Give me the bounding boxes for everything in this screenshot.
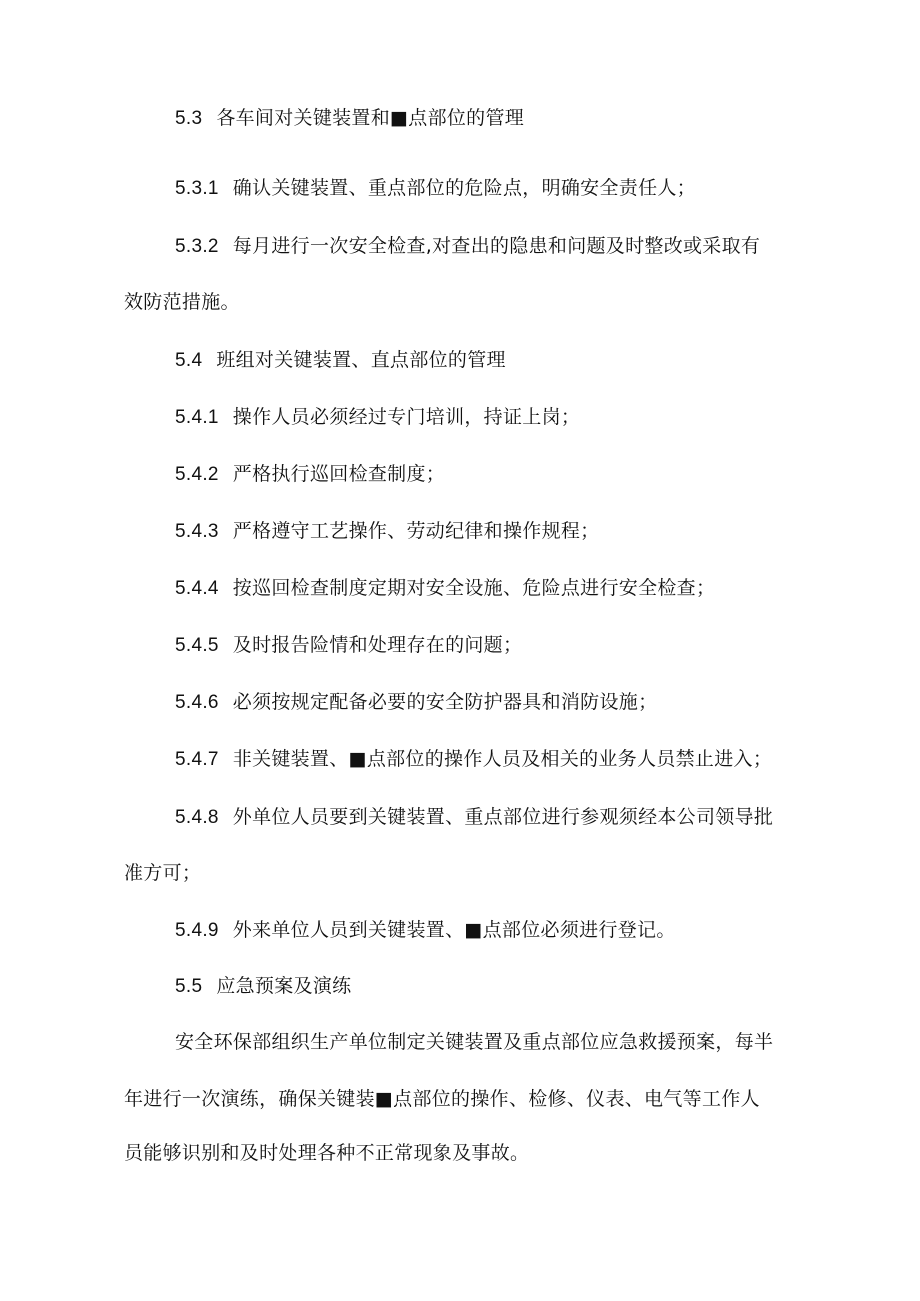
item-number: 5.4.3: [175, 521, 219, 542]
item-5-4-8-line-2: [124, 861, 201, 885]
item-number: 5.3.1: [175, 178, 219, 199]
item-text: 及时报告险情和处理存在的问题；: [232, 634, 523, 656]
item-text: 确认关键装置、重点部位的危险点，明确安全责任人；: [232, 177, 696, 199]
item-text: 操作人员必须经过专门培训，持证上岗；: [232, 406, 581, 428]
item-5-4-2: [175, 462, 445, 487]
item-text: 按巡回检查制度定期对安全设施、危险点进行安全检查；: [232, 577, 716, 599]
item-number: 5.4.4: [175, 578, 219, 599]
section-text: 班组对关键装置、直点部位的管理: [216, 349, 506, 371]
section-text: 应急预案及演练: [216, 975, 352, 997]
item-number: 5.4.1: [175, 407, 219, 428]
item-5-3-2-line-1: [175, 234, 760, 259]
item-number: 5.4.7: [175, 749, 219, 770]
item-5-3-1: [175, 176, 696, 201]
paragraph-5-5-line-1: [175, 1030, 773, 1054]
paragraph-text: 员能够识别和及时处理各种不正常现象及事故。: [124, 1142, 530, 1164]
item-5-4-5: [175, 633, 522, 658]
item-text: 必须按规定配备必要的安全防护器具和消防设施；: [232, 691, 658, 713]
item-5-3-2-line-2: [124, 290, 240, 314]
item-text: 严格遵守工艺操作、劳动纪律和操作规程；: [232, 520, 600, 542]
item-5-4-1: [175, 405, 580, 430]
item-5-4-4: [175, 576, 715, 601]
item-text-continued: 效防范措施。: [124, 291, 240, 313]
item-5-4-3: [175, 519, 599, 544]
paragraph-5-5-line-2: [124, 1087, 760, 1111]
section-5-3-heading: [175, 106, 524, 131]
section-text: 各车间对关键装置和■点部位的管理: [216, 107, 525, 129]
section-5-4-heading: [175, 348, 506, 373]
item-number: 5.3.2: [175, 236, 219, 257]
item-text: 外来单位人员到关键装置、■点部位必须进行登记。: [232, 919, 676, 941]
item-number: 5.4.8: [175, 807, 219, 828]
item-5-4-7: [175, 747, 772, 772]
paragraph-text: 安全环保部组织生产单位制定关键装置及重点部位应急救援预案，每半: [175, 1031, 774, 1053]
item-5-4-9: [175, 918, 676, 943]
item-text: 非关键装置、■点部位的操作人员及相关的业务人员禁止进入；: [232, 748, 773, 770]
item-number: 5.4.9: [175, 920, 219, 941]
paragraph-text: 年进行一次演练，确保关键装■点部位的操作、检修、仪表、电气等工作人: [124, 1088, 760, 1110]
item-text-continued: 准方可；: [124, 862, 202, 884]
item-text: 外单位人员要到关键装置、重点部位进行参观须经本公司领导批: [232, 806, 774, 828]
item-number: 5.4.5: [175, 635, 219, 656]
item-text: 每月进行一次安全检查,对查出的隐患和问题及时整改或采取有: [232, 235, 761, 257]
paragraph-5-5-line-3: [124, 1141, 529, 1165]
item-number: 5.4.2: [175, 464, 219, 485]
item-text: 严格执行巡回检查制度；: [232, 463, 446, 485]
section-number: 5.5: [175, 976, 203, 997]
item-number: 5.4.6: [175, 692, 219, 713]
item-5-4-6: [175, 690, 657, 715]
item-5-4-8-line-1: [175, 805, 773, 830]
section-number: 5.3: [175, 108, 203, 129]
section-5-5-heading: [175, 974, 351, 999]
section-number: 5.4: [175, 350, 203, 371]
